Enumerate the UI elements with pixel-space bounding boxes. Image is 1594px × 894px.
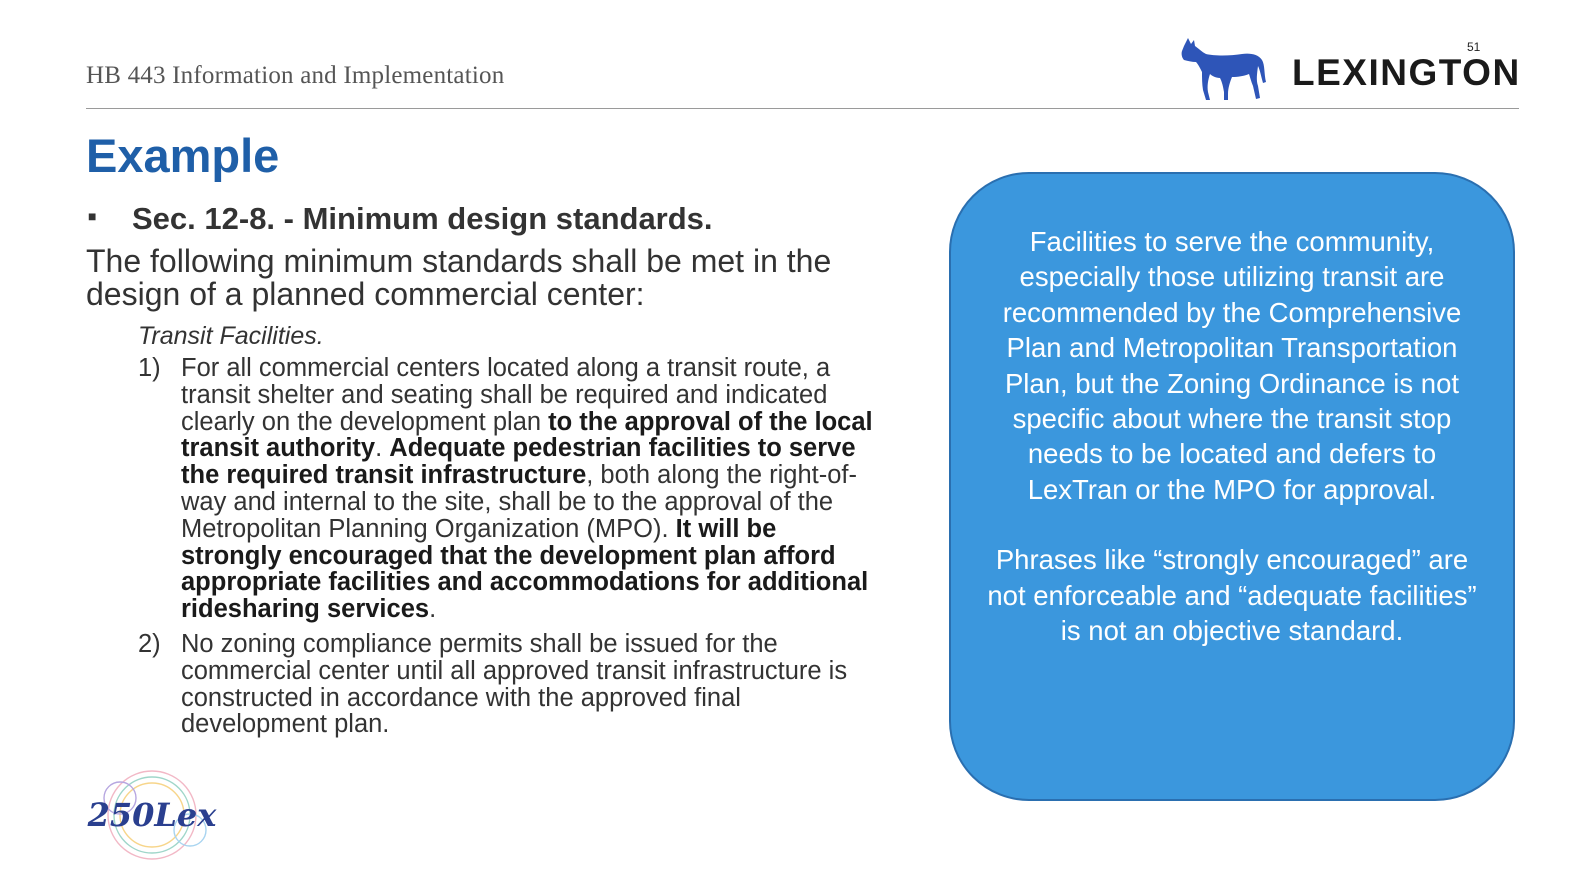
callout-box — [949, 172, 1515, 801]
logo-wordmark: LEXINGTON — [1292, 52, 1521, 93]
250lex-logo — [80, 768, 225, 863]
bullet-heading — [86, 200, 906, 243]
callout-paragraph-2: Phrases like “strongly encouraged” are not enforceable and “adequate facilities” is not an objective standard. — [987, 544, 1477, 647]
intro-text: The following minimum standards shall be met in the design of a planned commercial center: — [86, 243, 832, 312]
list-item-text — [181, 631, 881, 738]
bullet-heading-text: Sec. 12-8. - Minimum design standards. — [132, 201, 713, 236]
text-segment: . — [429, 595, 437, 624]
header-title: HB 443 Information and Implementation — [86, 62, 505, 89]
page-number: 51 — [1467, 40, 1481, 54]
bold-text-segment: to the approval of the local transit authority — [181, 407, 873, 463]
bold-text-segment: It will be strongly encouraged that the development plan afford appropriate facilities and accommodations for additional ridesharing services — [181, 514, 869, 624]
numbered-list — [138, 355, 906, 738]
subheading: Transit Facilities. — [138, 322, 324, 350]
square-bullet-icon: ■ — [88, 208, 97, 224]
list-item-text — [181, 355, 881, 623]
text-segment: No zoning compliance permits shall be issued for the commercial center until all approved transit infrastructure is constructed in accordance with the approved final development plan. — [181, 629, 848, 739]
bold-text-segment: Adequate pedestrian facilities to serve the required transit infrastructure — [181, 434, 856, 490]
horse-icon — [1180, 34, 1270, 104]
callout-paragraph-1: Facilities to serve the community, especially those utilizing transit are recommended by the Comprehensive Plan and Metropolitan Transportation Plan, but the Zoning Ordinance is not specific about where the transit stop needs to be located and defers to LexTran or the MPO for approval. — [1002, 226, 1462, 505]
list-item — [138, 631, 906, 738]
text-segment: For all commercial centers located along a transit route, a transit shelter and seating shall be required and indicated clearly on the development plan — [181, 354, 831, 436]
lexington-logo — [1180, 34, 1520, 106]
250lex-logo-text: 250Lex — [87, 796, 217, 834]
slide-title: Example — [86, 129, 280, 182]
list-item — [138, 355, 906, 623]
list-item-number: 1) — [138, 354, 161, 382]
callout-text — [981, 224, 1483, 648]
header-divider — [86, 108, 1519, 109]
text-segment: . — [375, 434, 390, 463]
list-item-number: 2) — [138, 629, 161, 658]
text-segment: , both along the right-of-way and internal to the site, shall be to the approval of the Metropolitan Planning Organization (MPO). — [181, 461, 858, 543]
content-body — [86, 200, 906, 738]
